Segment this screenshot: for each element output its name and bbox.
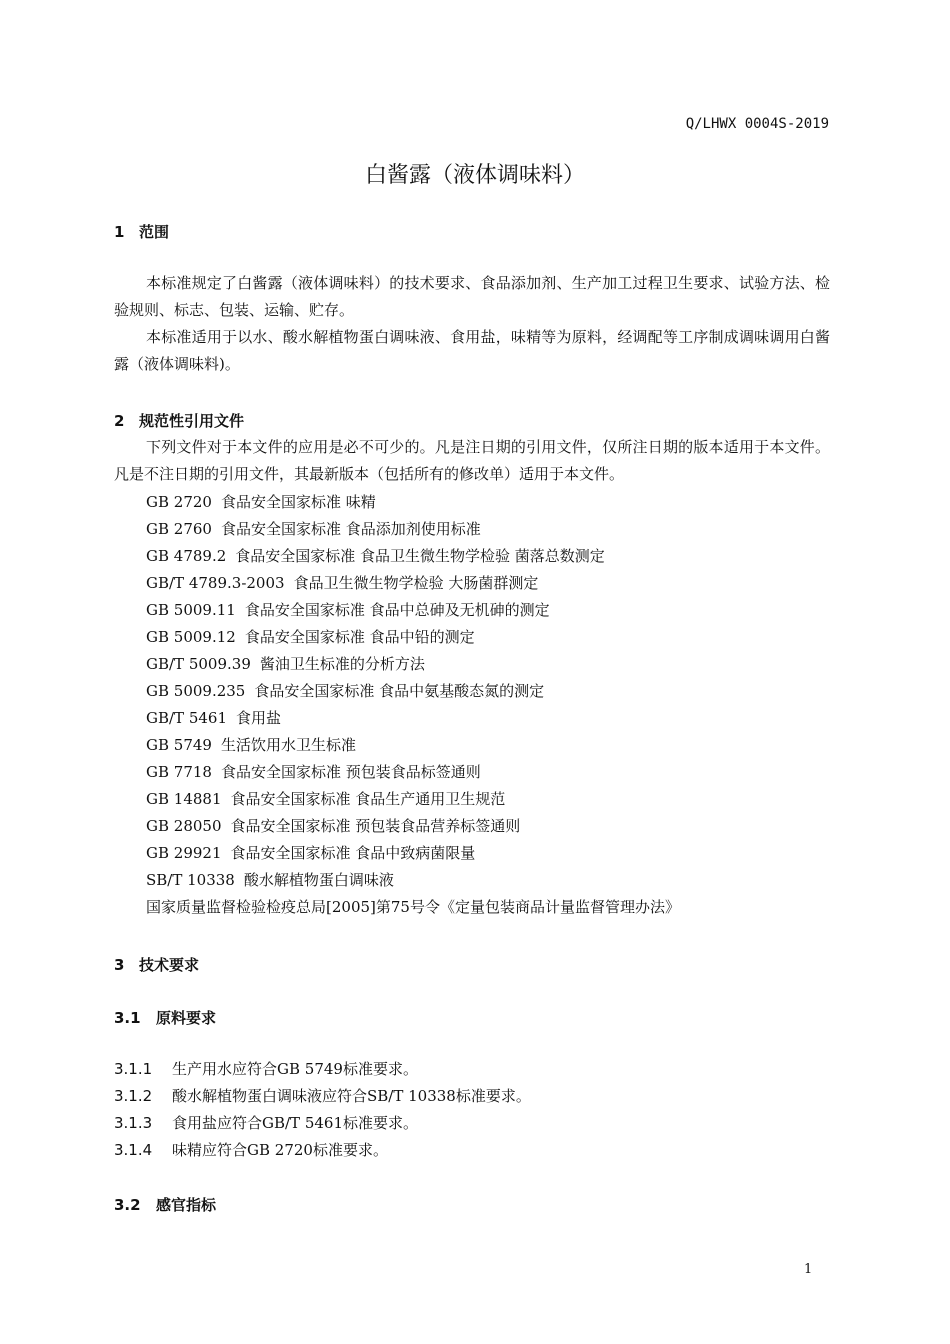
reference-code: GB 29921 — [146, 844, 222, 862]
requirement-item — [114, 1139, 388, 1160]
section-number: 3 — [114, 956, 125, 974]
scope-paragraph-2: 本标准适用于以水、酸水解植物蛋白调味液、食用盐，味精等为原料，经调配等工序制成调味调用白酱露（液体调味料)。 — [114, 328, 830, 373]
requirement-number: 3.1.3 — [114, 1114, 153, 1132]
requirement-item — [114, 1085, 531, 1106]
reference-name: 食品安全国家标准 食品中总砷及无机砷的测定 — [244, 601, 550, 619]
reference-name: 食品安全国家标准 食品添加剂使用标准 — [220, 520, 481, 538]
standard-code: Q/LHWX 0004S-2019 — [685, 116, 829, 132]
reference-item — [146, 788, 505, 809]
reference-code: GB 14881 — [146, 790, 222, 808]
scope-paragraph-1: 本标准规定了白酱露（液体调味料）的技术要求、食品添加剂、生产加工过程卫生要求、试验方法、检验规则、标志、包装、运输、贮存。 — [114, 274, 830, 319]
reference-item — [146, 653, 425, 674]
reference-name: 食品安全国家标准 食品生产通用卫生规范 — [230, 790, 506, 808]
reference-item — [146, 599, 550, 620]
reference-item — [146, 869, 394, 890]
reference-name: 食品安全国家标准 食品中铅的测定 — [244, 628, 475, 646]
reference-code: GB 28050 — [146, 817, 222, 835]
section-heading-scope — [114, 221, 169, 242]
requirement-number: 3.1.1 — [114, 1060, 153, 1078]
reference-name: 酱油卫生标准的分析方法 — [259, 655, 425, 673]
reference-name: 生活饮用水卫生标准 — [220, 736, 356, 754]
reference-item — [146, 842, 475, 863]
reference-code: GB/T 5009.39 — [146, 655, 251, 673]
requirement-number: 3.1.2 — [114, 1087, 153, 1105]
requirement-text: 酸水解植物蛋白调味液应符合SB/T 10338标准要求。 — [172, 1087, 531, 1105]
requirement-number: 3.1.4 — [114, 1141, 153, 1159]
reference-code: GB 5009.12 — [146, 628, 236, 646]
reference-code: GB 5749 — [146, 736, 212, 754]
reference-name: 食品卫生微生物学检验 大肠菌群测定 — [293, 574, 539, 592]
section-title: 范围 — [139, 223, 170, 241]
reference-name: 食品安全国家标准 味精 — [220, 493, 376, 511]
reference-name: 食品安全国家标准 预包装食品营养标签通则 — [230, 817, 521, 835]
section-heading-technical — [114, 954, 199, 975]
subsection-heading-raw-materials — [114, 1007, 216, 1028]
reference-name: 食品安全国家标准 食品卫生微生物学检验 菌落总数测定 — [235, 547, 605, 565]
reference-name: 食用盐 — [236, 709, 282, 727]
reference-code: GB 2720 — [146, 493, 212, 511]
section-number: 1 — [114, 223, 125, 241]
reference-item — [146, 815, 520, 836]
subsection-number: 3.2 — [114, 1196, 141, 1214]
requirement-item — [114, 1058, 418, 1079]
subsection-title: 原料要求 — [156, 1009, 217, 1027]
reference-code: GB 4789.2 — [146, 547, 227, 565]
section-title: 规范性引用文件 — [139, 412, 245, 430]
section-title: 技术要求 — [139, 956, 200, 974]
requirement-text: 味精应符合GB 2720标准要求。 — [172, 1141, 388, 1159]
reference-item — [146, 626, 475, 647]
reference-code: GB 5009.11 — [146, 601, 236, 619]
reference-code: GB/T 4789.3-2003 — [146, 574, 285, 592]
subsection-title: 感官指标 — [156, 1196, 217, 1214]
reference-code: SB/T 10338 — [146, 871, 235, 889]
page-number: 1 — [804, 1262, 813, 1277]
reference-item — [146, 761, 481, 782]
requirement-item — [114, 1112, 418, 1133]
reference-item — [146, 518, 481, 539]
reference-item — [146, 680, 544, 701]
reference-code: GB 5009.235 — [146, 682, 246, 700]
document-title: 白酱露（液体调味料） — [364, 163, 585, 188]
reference-name: 食品安全国家标准 食品中致病菌限量 — [230, 844, 476, 862]
reference-item — [146, 734, 356, 755]
section-heading-references — [114, 410, 244, 431]
reference-decree: 国家质量监督检验检疫总局[2005]第75号令《定量包装商品计量监督管理办法》 — [146, 898, 680, 916]
reference-code: GB 7718 — [146, 763, 212, 781]
reference-code: GB/T 5461 — [146, 709, 228, 727]
reference-item — [146, 491, 376, 512]
reference-item — [146, 572, 538, 593]
reference-item — [146, 707, 281, 728]
reference-name: 食品安全国家标准 预包装食品标签通则 — [220, 763, 481, 781]
reference-name: 酸水解植物蛋白调味液 — [243, 871, 394, 889]
requirement-text: 食用盐应符合GB/T 5461标准要求。 — [172, 1114, 419, 1132]
requirement-text: 生产用水应符合GB 5749标准要求。 — [172, 1060, 418, 1078]
reference-name: 食品安全国家标准 食品中氨基酸态氮的测定 — [254, 682, 545, 700]
section-number: 2 — [114, 412, 125, 430]
subsection-heading-sensory — [114, 1194, 216, 1215]
subsection-number: 3.1 — [114, 1009, 141, 1027]
reference-code: GB 2760 — [146, 520, 212, 538]
references-intro: 下列文件对于本文件的应用是必不可少的。凡是注日期的引用文件，仅所注日期的版本适用于本文件。凡是不注日期的引用文件，其最新版本（包括所有的修改单）适用于本文件。 — [114, 438, 830, 483]
reference-item — [146, 545, 605, 566]
